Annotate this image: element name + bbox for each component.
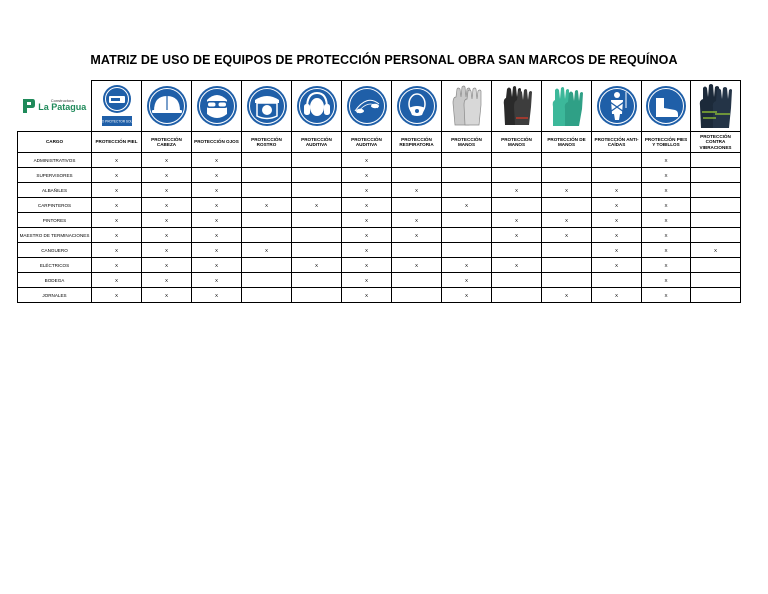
usage-mark-cell: X — [642, 228, 691, 243]
usage-mark-cell — [242, 183, 292, 198]
usage-mark-cell: X — [92, 288, 142, 303]
column-header: PROTECCIÓN RESPIRATORIA — [392, 132, 442, 153]
matrix-body — [18, 153, 741, 303]
usage-mark-cell — [592, 153, 642, 168]
usage-mark-cell: X — [592, 198, 642, 213]
column-header: PROTECCIÓN DE MANOS — [542, 132, 592, 153]
usage-mark-cell: X — [542, 183, 592, 198]
harness-sign-icon — [595, 84, 639, 128]
table-row — [18, 243, 741, 258]
boots-sign-icon — [644, 84, 688, 128]
icon-cell — [142, 81, 192, 132]
cargo-cell: CANGUERO — [18, 243, 92, 258]
usage-mark-cell: X — [342, 288, 392, 303]
usage-mark-cell: X — [342, 273, 392, 288]
column-header: PROTECCIÓN MANOS — [492, 132, 542, 153]
column-header: PROTECCIÓN PIES Y TOBILLOS — [642, 132, 691, 153]
usage-mark-cell: X — [142, 288, 192, 303]
usage-mark-cell — [592, 273, 642, 288]
usage-mark-cell — [691, 258, 741, 273]
usage-mark-cell: X — [192, 228, 242, 243]
icon-cell — [292, 81, 342, 132]
usage-mark-cell — [292, 243, 342, 258]
icon-cell — [392, 81, 442, 132]
usage-mark-cell: X — [592, 243, 642, 258]
usage-mark-cell — [691, 228, 741, 243]
column-header: PROTECCIÓN CABEZA — [142, 132, 192, 153]
usage-mark-cell — [242, 273, 292, 288]
usage-mark-cell: X — [691, 243, 741, 258]
usage-mark-cell — [691, 273, 741, 288]
usage-mark-cell: X — [642, 153, 691, 168]
icon-cell — [542, 81, 592, 132]
usage-mark-cell: X — [142, 168, 192, 183]
logo-line1: Constructora — [50, 98, 74, 104]
usage-mark-cell — [442, 183, 492, 198]
usage-mark-cell: X — [642, 243, 691, 258]
usage-mark-cell — [392, 198, 442, 213]
usage-mark-cell: X — [442, 273, 492, 288]
face-shield-sign-icon — [245, 84, 289, 128]
column-header: PROTECCIÓN CONTRA VIBRACIONES — [691, 132, 741, 153]
usage-mark-cell: X — [342, 258, 392, 273]
icon-cell — [442, 81, 492, 132]
usage-mark-cell — [492, 243, 542, 258]
usage-mark-cell: X — [242, 243, 292, 258]
cargo-cell: ALBAÑILES — [18, 183, 92, 198]
usage-mark-cell: X — [342, 168, 392, 183]
usage-mark-cell: X — [492, 213, 542, 228]
usage-mark-cell: X — [292, 198, 342, 213]
column-header: PROTECCIÓN OJOS — [192, 132, 242, 153]
usage-mark-cell — [442, 153, 492, 168]
usage-mark-cell: X — [192, 213, 242, 228]
usage-mark-cell: X — [342, 198, 392, 213]
sunscreen-sign-icon — [96, 84, 137, 128]
usage-mark-cell — [292, 213, 342, 228]
usage-mark-cell — [292, 273, 342, 288]
usage-mark-cell: X — [592, 183, 642, 198]
table-row — [18, 153, 741, 168]
usage-mark-cell — [542, 273, 592, 288]
usage-mark-cell: X — [92, 228, 142, 243]
usage-mark-cell: X — [92, 168, 142, 183]
icon-cell — [192, 81, 242, 132]
helmet-sign-icon — [145, 84, 189, 128]
usage-mark-cell: X — [542, 288, 592, 303]
table-row — [18, 183, 741, 198]
icon-cell — [592, 81, 642, 132]
usage-mark-cell: X — [642, 183, 691, 198]
usage-mark-cell — [492, 273, 542, 288]
table-row — [18, 168, 741, 183]
usage-mark-cell — [691, 168, 741, 183]
table-row — [18, 288, 741, 303]
cargo-cell: MAESTRO DE TERMINACIONES — [18, 228, 92, 243]
usage-mark-cell — [442, 243, 492, 258]
usage-mark-cell — [392, 153, 442, 168]
usage-mark-cell: X — [492, 228, 542, 243]
usage-mark-cell: X — [192, 288, 242, 303]
column-header: PROTECCIÓN AUDITIVA — [292, 132, 342, 153]
cargo-cell: CARPINTEROS — [18, 198, 92, 213]
usage-mark-cell — [492, 198, 542, 213]
usage-mark-cell: X — [342, 228, 392, 243]
cargo-cell: BODEGA — [18, 273, 92, 288]
usage-mark-cell — [392, 243, 442, 258]
usage-mark-cell — [442, 228, 492, 243]
usage-mark-cell — [492, 153, 542, 168]
usage-mark-cell: X — [492, 183, 542, 198]
usage-mark-cell: X — [442, 288, 492, 303]
table-row — [18, 213, 741, 228]
usage-mark-cell: X — [592, 288, 642, 303]
usage-mark-cell — [542, 198, 592, 213]
usage-mark-cell — [542, 168, 592, 183]
usage-mark-cell: X — [492, 258, 542, 273]
table-row — [18, 198, 741, 213]
usage-mark-cell: X — [192, 273, 242, 288]
usage-mark-cell: X — [92, 198, 142, 213]
usage-mark-cell — [392, 273, 442, 288]
antivibration-gloves-icon — [695, 82, 737, 130]
usage-mark-cell — [542, 258, 592, 273]
usage-mark-cell — [242, 153, 292, 168]
usage-mark-cell: X — [642, 288, 691, 303]
cargo-cell: SUPERVISORES — [18, 168, 92, 183]
usage-mark-cell: X — [292, 258, 342, 273]
logo-line2: La Patagua — [38, 102, 87, 113]
column-header: PROTECCIÓN ANTI-CAÍDAS — [592, 132, 642, 153]
usage-mark-cell: X — [92, 243, 142, 258]
usage-mark-cell: X — [92, 183, 142, 198]
usage-mark-cell — [442, 168, 492, 183]
usage-mark-cell: X — [142, 243, 192, 258]
usage-mark-cell — [242, 228, 292, 243]
usage-mark-cell: X — [392, 183, 442, 198]
column-header: PROTECCIÓN PIEL — [92, 132, 142, 153]
usage-mark-cell: X — [342, 183, 392, 198]
usage-mark-cell: X — [142, 198, 192, 213]
usage-mark-cell — [292, 153, 342, 168]
usage-mark-cell: X — [142, 183, 192, 198]
usage-mark-cell: X — [592, 228, 642, 243]
usage-mark-cell: X — [92, 153, 142, 168]
usage-mark-cell — [691, 213, 741, 228]
usage-mark-cell: X — [642, 273, 691, 288]
column-header: PROTECCIÓN MANOS — [442, 132, 492, 153]
icon-cell — [242, 81, 292, 132]
icon-cell — [342, 81, 392, 132]
logo-mark-icon — [22, 98, 36, 114]
cargo-cell: ELÉCTRICOS — [18, 258, 92, 273]
column-header-cargo: CARGO — [18, 132, 92, 153]
usage-mark-cell: X — [542, 228, 592, 243]
usage-mark-cell — [292, 228, 342, 243]
usage-mark-cell — [691, 288, 741, 303]
usage-mark-cell — [392, 168, 442, 183]
usage-mark-cell: X — [192, 243, 242, 258]
cargo-cell: JORNALES — [18, 288, 92, 303]
usage-mark-cell: X — [192, 198, 242, 213]
usage-mark-cell — [292, 183, 342, 198]
usage-mark-cell: X — [342, 213, 392, 228]
earplugs-sign-icon — [345, 84, 389, 128]
usage-mark-cell — [492, 288, 542, 303]
black-gloves-icon — [497, 83, 537, 129]
usage-mark-cell: X — [642, 258, 691, 273]
usage-mark-cell — [691, 183, 741, 198]
usage-mark-cell — [542, 153, 592, 168]
ppe-matrix-table — [17, 80, 741, 303]
usage-mark-cell: X — [142, 153, 192, 168]
usage-mark-cell: X — [392, 228, 442, 243]
logo-cell — [18, 81, 92, 132]
icon-cell — [92, 81, 142, 132]
usage-mark-cell: X — [192, 258, 242, 273]
icon-cell — [642, 81, 691, 132]
usage-mark-cell — [442, 213, 492, 228]
company-logo — [22, 98, 86, 114]
usage-mark-cell: X — [642, 168, 691, 183]
column-header: PROTECCIÓN AUDITIVA — [342, 132, 392, 153]
table-row — [18, 228, 741, 243]
usage-mark-cell: X — [92, 273, 142, 288]
earmuffs-sign-icon — [295, 84, 339, 128]
usage-mark-cell: X — [242, 198, 292, 213]
usage-mark-cell: X — [192, 168, 242, 183]
respirator-sign-icon — [395, 84, 439, 128]
usage-mark-cell — [242, 258, 292, 273]
table-row — [18, 258, 741, 273]
usage-mark-cell — [292, 288, 342, 303]
header-row — [18, 132, 741, 153]
usage-mark-cell: X — [442, 198, 492, 213]
usage-mark-cell — [392, 288, 442, 303]
cargo-cell: PINTORES — [18, 213, 92, 228]
usage-mark-cell — [542, 243, 592, 258]
leather-gloves-icon — [447, 83, 487, 129]
usage-mark-cell: X — [442, 258, 492, 273]
page-title: MATRIZ DE USO DE EQUIPOS DE PROTECCIÓN PERSONAL OBRA SAN MARCOS DE REQUÍNOA — [90, 53, 678, 67]
usage-mark-cell — [242, 168, 292, 183]
usage-mark-cell: X — [392, 258, 442, 273]
usage-mark-cell — [242, 288, 292, 303]
cargo-cell: ADMINISTRATIVOS — [18, 153, 92, 168]
usage-mark-cell — [242, 213, 292, 228]
usage-mark-cell: X — [342, 243, 392, 258]
usage-mark-cell: X — [142, 273, 192, 288]
usage-mark-cell — [691, 153, 741, 168]
icon-cell — [492, 81, 542, 132]
usage-mark-cell — [592, 168, 642, 183]
usage-mark-cell: X — [542, 213, 592, 228]
usage-mark-cell — [292, 168, 342, 183]
usage-mark-cell: X — [592, 213, 642, 228]
usage-mark-cell: X — [142, 213, 192, 228]
sign-caption: USO PROTECTOR SOLAR — [96, 119, 137, 124]
usage-mark-cell: X — [192, 153, 242, 168]
icons-row — [18, 81, 741, 132]
goggles-sign-icon — [195, 84, 239, 128]
usage-mark-cell — [691, 198, 741, 213]
usage-mark-cell: X — [592, 258, 642, 273]
usage-mark-cell: X — [342, 153, 392, 168]
usage-mark-cell: X — [642, 198, 691, 213]
usage-mark-cell: X — [142, 228, 192, 243]
usage-mark-cell: X — [392, 213, 442, 228]
usage-mark-cell: X — [192, 183, 242, 198]
usage-mark-cell: X — [92, 213, 142, 228]
usage-mark-cell: X — [142, 258, 192, 273]
usage-mark-cell — [492, 168, 542, 183]
usage-mark-cell: X — [92, 258, 142, 273]
icon-cell — [691, 81, 741, 132]
usage-mark-cell: X — [642, 213, 691, 228]
column-header: PROTECCIÓN ROSTRO — [242, 132, 292, 153]
table-row — [18, 273, 741, 288]
nitrile-gloves-icon — [547, 83, 587, 129]
